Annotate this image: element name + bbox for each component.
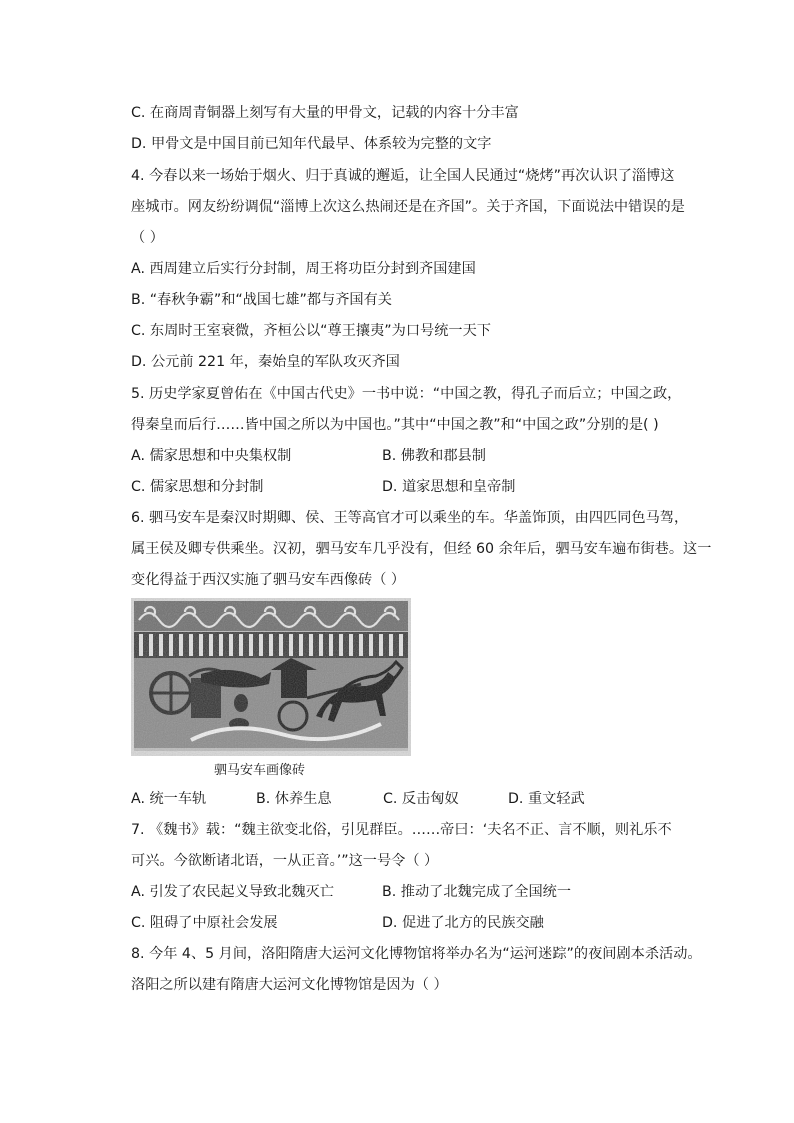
image-caption: 驷马安车画像砖 xyxy=(214,763,306,778)
q6-option-a: A. 统一车轨 xyxy=(131,791,207,807)
q4-option-b: B. “春秋争霸”和“战国七雄”都与齐国有关 xyxy=(131,292,392,308)
q6-option-c: C. 反击匈奴 xyxy=(383,791,459,807)
q5-option-a: A. 儒家思想和中央集权制 xyxy=(131,448,292,464)
q7-option-d: D. 促进了北方的民族交融 xyxy=(382,915,544,931)
q7-option-a: A. 引发了农民起义导致北魏灭亡 xyxy=(131,884,334,900)
q6-stem-line1: 6. 驷马安车是秦汉时期卿、侯、王等高官才可以乘坐的车。华盖饰顶，由四匹同色马驾， xyxy=(131,510,689,526)
q3-option-c: C. 在商周青铜器上刻写有大量的甲骨文，记载的内容十分丰富 xyxy=(131,105,519,121)
q8-stem-line2: 洛阳之所以建有隋唐大运河文化博物馆是因为（ ） xyxy=(131,977,448,993)
q4-option-c: C. 东周时王室衰微，齐桓公以“尊王攘夷”为口号统一天下 xyxy=(131,323,491,339)
q4-option-a: A. 西周建立后实行分封制，周王将功臣分封到齐国建国 xyxy=(131,261,476,277)
q8-stem-line1: 8. 今年 4、5 月间，洛阳隋唐大运河文化博物馆将举办名为“运河迷踪”的夜间剧本杀活动。 xyxy=(131,946,702,962)
q6-option-b: B. 休养生息 xyxy=(256,791,332,807)
q4-stem-line2: 座城市。网友纷纷调侃“淄博上次这么热闹还是在齐国”。关于齐国，下面说法中错误的是 xyxy=(131,199,685,215)
q7-stem-line1: 7. 《魏书》载：“魏主欲变北俗，引见群臣。……帝曰：‘夫名不正、言不顺，则礼乐不 xyxy=(131,822,672,838)
q4-stem-line1: 4. 今春以来一场始于烟火、归于真诚的邂逅，让全国人民通过“烧烤”再次认识了淄博这 xyxy=(131,168,675,184)
q7-stem-line2: 可兴。今欲断诸北语，一从正音。’”这一号令（ ） xyxy=(131,853,439,869)
q5-stem-line1: 5. 历史学家夏曾佑在《中国古代史》一书中说：“中国之教，得孔子而后立；中国之政， xyxy=(131,386,682,402)
q5-option-c: C. 儒家思想和分封制 xyxy=(131,479,264,495)
q5-option-d: D. 道家思想和皇帝制 xyxy=(382,479,516,495)
q5-stem-line2: 得秦皇而后行……皆中国之所以为中国也。”其中“中国之教”和“中国之政”分别的是( ) xyxy=(131,417,659,433)
q6-option-d: D. 重文轻武 xyxy=(508,791,585,807)
q7-option-c: C. 阻碍了中原社会发展 xyxy=(131,915,278,931)
q3-option-d: D. 甲骨文是中国目前已知年代最早、体系较为完整的文字 xyxy=(131,136,492,152)
q4-option-d: D. 公元前 221 年，秦始皇的军队攻灭齐国 xyxy=(131,354,400,370)
q4-stem-line3: （ ） xyxy=(131,230,164,246)
q6-stem-line3: 变化得益于西汉实施了驷马安车西像砖（ ） xyxy=(131,572,406,588)
q7-option-b: B. 推动了北魏完成了全国统一 xyxy=(382,884,572,900)
q6-stem-line2: 属王侯及卿专供乘坐。汉初，驷马安车几乎没有，但经 60 余年后，驷马安车遍布街巷。这一 xyxy=(131,541,712,557)
q5-option-b: B. 佛教和郡县制 xyxy=(382,448,486,464)
brick-relief-image xyxy=(131,598,411,756)
